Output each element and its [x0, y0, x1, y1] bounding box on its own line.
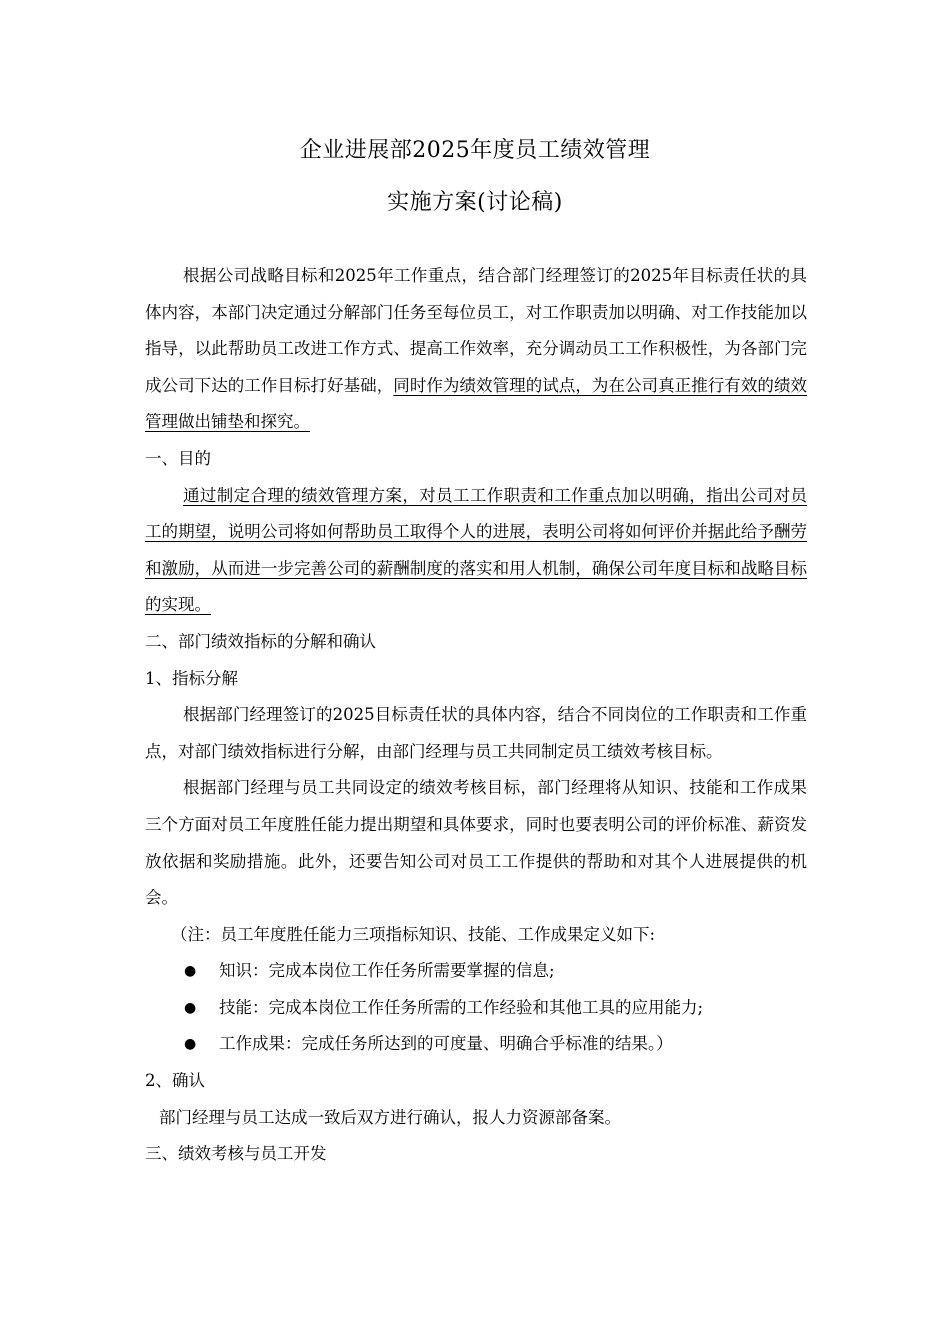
- document-body: [145, 258, 807, 1173]
- note-intro: （注：员工年度胜任能力三项指标知识、技能、工作成果定义如下:: [171, 924, 656, 944]
- bullet-text: 工作成果：完成任务所达到的可度量、明确合乎标准的结果。）: [219, 1034, 673, 1054]
- decomposition-paragraph-2: 根据部门经理与员工共同设定的绩效考核目标，部门经理将从知识、技能和工作成果三个方面对员工年度胜任能力提出期望和具体要求，同时也要表明公司的评价标准、薪资发放依据和奖励措施。此外，还要告知公司对员工工作提供的帮助和对其个人进展提供的机会。: [145, 778, 807, 908]
- section-heading-indicators: 二、部门绩效指标的分解和确认: [145, 631, 376, 651]
- section-heading-appraisal: 三、绩效考核与员工开发: [145, 1144, 327, 1164]
- bullet-dot-icon: ●: [184, 963, 197, 980]
- decomposition-paragraph-1: 根据部门经理签订的2025目标责任状的具体内容，结合不同岗位的工作职责和工作重点，对部门绩效指标进行分解，由部门经理与员工共同制定员工绩效考核目标。: [145, 705, 807, 761]
- bullet-dot-icon: ●: [184, 999, 197, 1016]
- intro-underlined-text: 同时作为绩效管理的试点，为在公司真正推行有效的绩效管理做出铺垫和探究。: [145, 375, 808, 432]
- bullet-item-knowledge: [145, 953, 807, 990]
- subheading-confirmation: 2、确认: [145, 1071, 205, 1091]
- subheading-decomposition: 1、指标分解: [145, 668, 238, 688]
- purpose-underlined-text: 通过制定合理的绩效管理方案，对员工工作职责和工作重点加以明确，指出公司对员工的期望，说明公司将如何帮助员工取得个人的进展，表明公司将如何评价并据此给予酬劳和激励，从而进一步完善公司的薪酬制度的落实和用人机制，确保公司年度目标和战略目标的实现。: [145, 485, 807, 615]
- purpose-paragraph: [145, 478, 807, 624]
- intro-paragraph: [145, 258, 807, 441]
- bullet-item-results: [145, 1026, 807, 1063]
- bullet-text: 知识：完成本岗位工作任务所需要掌握的信息;: [219, 961, 555, 981]
- bullet-text: 技能：完成本岗位工作任务所需的工作经验和其他工具的应用能力;: [219, 997, 704, 1017]
- document-title-line2: 实施方案(讨论稿): [387, 190, 563, 215]
- section-heading-purpose: 一、目的: [145, 448, 211, 468]
- bullet-item-skills: [145, 990, 807, 1027]
- bullet-dot-icon: ●: [184, 1036, 197, 1053]
- confirmation-paragraph: 部门经理与员工达成一致后双方进行确认，报人力资源部备案。: [159, 1107, 621, 1127]
- intro-text: 根据公司战略目标和2025年工作重点，结合部门经理签订的2025年目标责任状的具体内容，本部门决定通过分解部门任务至每位员工，对工作职责加以明确、对工作技能加以指导，以此帮助员工改进工作方式、提高工作效率，充分调动员工工作积极性，为各部门完成公司下达的工作目标打好基础，: [145, 266, 807, 395]
- document-title-line1: 企业进展部2025年度员工绩效管理: [299, 138, 651, 163]
